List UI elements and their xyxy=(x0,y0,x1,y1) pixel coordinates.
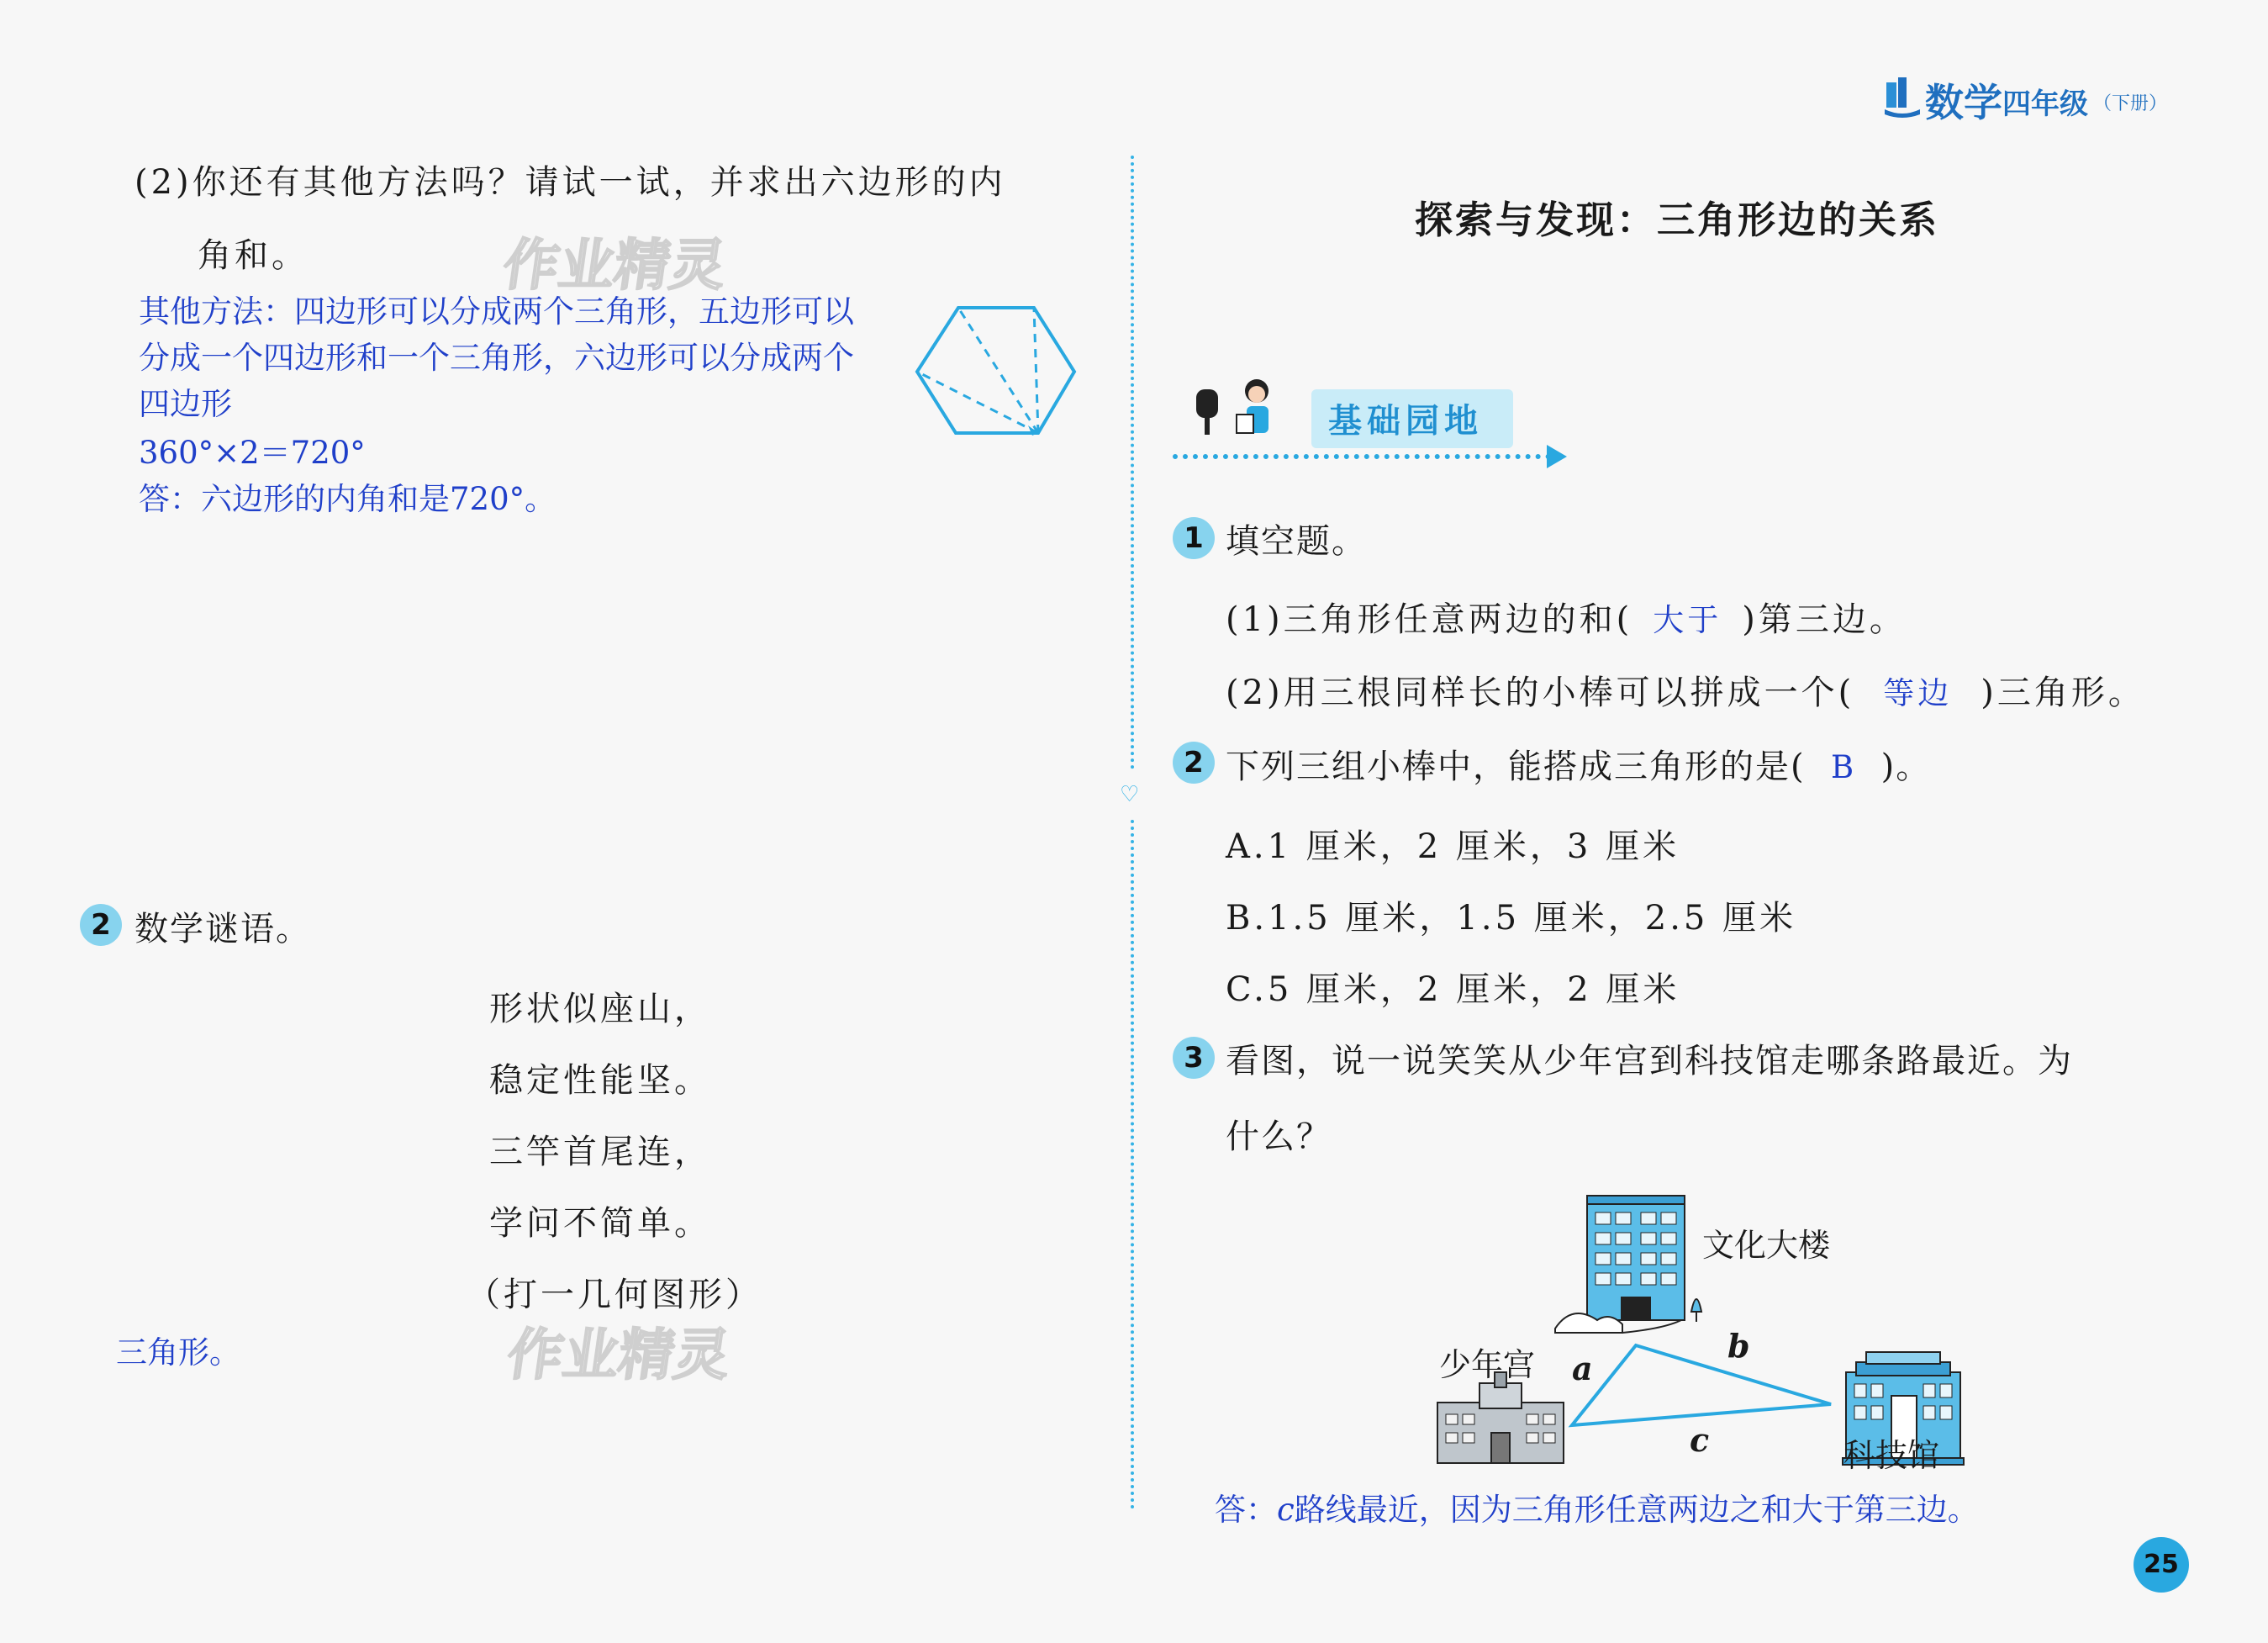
answer-line5: 答：六边形的内角和是720°。 xyxy=(139,481,556,517)
riddle-title: 数学谜语。 xyxy=(134,910,311,948)
student-reading-icon xyxy=(1189,374,1290,450)
route-triangle xyxy=(1572,1345,1831,1425)
riddle-line1: 形状似座山， xyxy=(489,990,711,1028)
watermark: 作业精灵 xyxy=(503,1323,735,1387)
answer-line2: 分成一个四边形和一个三角形，六边形可以分成两个 xyxy=(139,340,854,376)
riddle-line3: 三竿首尾连， xyxy=(489,1133,711,1171)
grade-label: 四年级 xyxy=(2002,87,2088,121)
item2-text-before: (2)用三根同样长的小棒可以拼成一个( xyxy=(1226,674,1855,712)
question-number-3: 3 xyxy=(1173,1037,1215,1079)
riddle-answer: 三角形。 xyxy=(116,1334,240,1371)
question-1-item2 xyxy=(1226,666,2145,714)
center-divider-top xyxy=(1131,156,1134,769)
section-label: 基础园地 xyxy=(1328,402,1483,441)
watermark: 作业精灵 xyxy=(498,233,731,298)
label-path-b: b xyxy=(1727,1327,1750,1365)
question-number-1: 1 xyxy=(1173,517,1215,559)
question-number-2-right: 2 xyxy=(1173,742,1215,784)
label-culture-building: 文化大楼 xyxy=(1702,1227,1831,1264)
item1-answer: 大于 xyxy=(1653,602,1722,638)
hexagon-diagram xyxy=(912,303,1080,437)
question-3-answer xyxy=(1215,1484,1979,1529)
item1-text-before: (1)三角形任意两边的和( xyxy=(1226,600,1633,639)
riddle-hint: （打一几何图形） xyxy=(467,1276,762,1314)
question-number-2-left: 2 xyxy=(80,904,122,946)
q3-answer-prefix: 答： xyxy=(1215,1492,1277,1528)
item2-answer: 等边 xyxy=(1883,675,1953,711)
page-title: 探索与发现：三角形边的关系 xyxy=(1415,198,1940,242)
answer-line1: 其他方法：四边形可以分成两个三角形，五边形可以 xyxy=(139,293,854,330)
answer-line4: 360°×2＝720° xyxy=(139,435,366,471)
question-2-title xyxy=(1226,740,1931,788)
question-3-line2: 什么？ xyxy=(1226,1117,1332,1156)
section-banner xyxy=(1173,374,1576,475)
riddle-line4: 学问不简单。 xyxy=(489,1204,711,1243)
q2-answer: B xyxy=(1831,749,1856,785)
option-b: B.1.5 厘米，1.5 厘米，2.5 厘米 xyxy=(1226,899,1797,938)
q3-answer-variable: c xyxy=(1277,1492,1295,1528)
question-1-item1 xyxy=(1226,593,1907,641)
answer-line3: 四边形 xyxy=(139,386,232,422)
page-header xyxy=(1883,72,2194,123)
option-c: C.5 厘米，2 厘米，2 厘米 xyxy=(1226,970,1680,1009)
book-stack-icon xyxy=(1883,76,1922,118)
brand-title: 数学 xyxy=(1925,80,2002,125)
center-divider-bottom xyxy=(1131,820,1134,1509)
option-a: A.1 厘米，2 厘米，3 厘米 xyxy=(1226,827,1680,866)
label-science-museum: 科技馆 xyxy=(1843,1437,1940,1474)
page-number: 25 xyxy=(2134,1537,2189,1593)
youth-palace-icon xyxy=(1437,1372,1564,1463)
section-arrow-line xyxy=(1173,454,1551,459)
q2-text-before: 下列三组小棒中，能搭成三角形的是( xyxy=(1226,748,1806,786)
question-2-2-line2: 角和。 xyxy=(198,236,309,275)
q2-text-after: )。 xyxy=(1880,748,1932,786)
question-2-2-line1: (2)你还有其他方法吗？请试一试，并求出六边形的内 xyxy=(134,163,1006,202)
arrow-right-icon xyxy=(1547,445,1567,468)
q3-answer-text: 路线最近，因为三角形任意两边之和大于第三边。 xyxy=(1294,1492,1979,1528)
question-1-title: 填空题。 xyxy=(1226,522,1367,561)
label-path-a: a xyxy=(1572,1350,1593,1387)
riddle-line2: 稳定性能坚。 xyxy=(489,1061,711,1100)
question-3-line1: 看图，说一说笑笑从少年宫到科技馆走哪条路最近。为 xyxy=(1226,1042,2073,1080)
item1-text-after: )第三边。 xyxy=(1742,600,1907,639)
culture-building-icon xyxy=(1555,1196,1701,1333)
label-path-c: c xyxy=(1690,1421,1710,1459)
heart-icon: ♡ xyxy=(1120,782,1140,807)
item2-text-after: )三角形。 xyxy=(1981,674,2145,712)
label-youth-palace: 少年宫 xyxy=(1439,1346,1536,1383)
volume-label: （下册） xyxy=(2093,93,2168,114)
